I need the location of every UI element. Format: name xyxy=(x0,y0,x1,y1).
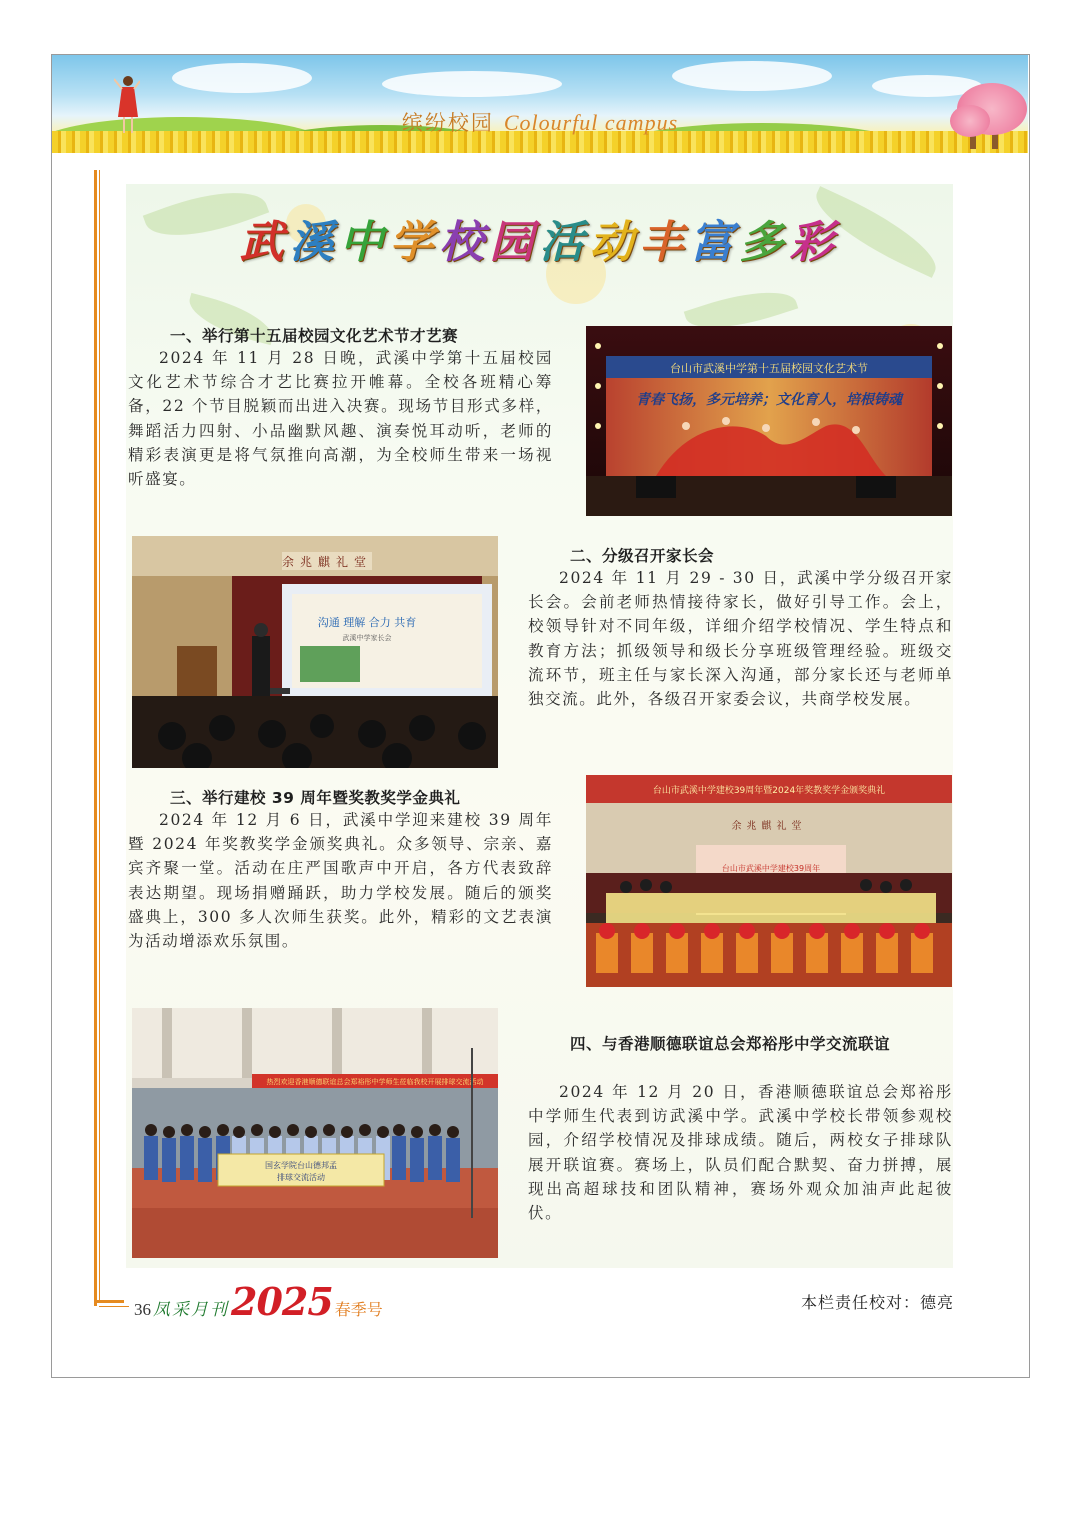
rule-foot-thin xyxy=(99,1306,129,1307)
article-title xyxy=(126,213,953,273)
section-2-heading: 二、分级召开家长会 xyxy=(570,547,715,565)
ceremony-banner-text: 台山市武溪中学建校39周年暨2024年奖教奖学金颁奖典礼 xyxy=(652,786,886,796)
issue-year: 2025 xyxy=(231,1279,333,1324)
footer-masthead xyxy=(134,1279,383,1324)
section-3-heading: 三、举行建校 39 周年暨奖教奖学金典礼 xyxy=(170,789,461,807)
gym-banner-text: 热烈欢迎香港顺德联谊总会郑裕彤中学师生莅临我校开展排球交流活动 xyxy=(266,1078,484,1086)
section-4-body: 2024 年 12 月 20 日，香港顺德联谊总会郑裕彤中学师生代表到访武溪中学。武溪中学校长带领参观校园，介绍学校情况及排球成绩。随后，两校女子排球队展开联谊赛。赛场上，队员们配合默契、奋力拼搏，展现出高超球技和团队精神，赛场外观众加油声此起彼伏。 xyxy=(528,1083,953,1223)
header-banner xyxy=(52,55,1028,153)
stage-banner-text: 台山市武溪中学第十五届校园文化艺术节 xyxy=(670,362,868,375)
screen-sub-text: 武溪中学家长会 xyxy=(342,634,392,642)
stage-slogan-text: 青春飞扬，多元培养；文化育人，培根铸魂 xyxy=(636,392,902,408)
hall-sign-text: 余兆麒礼堂 xyxy=(281,555,373,569)
title-char: 丰 xyxy=(639,217,690,268)
section-1-body: 2024 年 11 月 28 日晚，武溪中学第十五届校园文化艺术节综合才艺比赛拉开帷幕。全校各班精心筹备，22 个节目脱颖而出进入决赛。现场节目形式多样，舞蹈活力四射、小品幽默风趣、演奏悦耳动听，老师的精彩表演更是将气氛推向高潮，为全校师生带来一场视听盛宴。 xyxy=(128,349,553,489)
section-1-heading: 一、举行第十五届校园文化艺术节才艺赛 xyxy=(170,327,459,345)
ceremony-screen-text: 台山市武溪中学建校39周年 xyxy=(721,864,821,873)
title-char: 溪 xyxy=(289,217,340,268)
section-2-body: 2024 年 11 月 29 - 30 日，武溪中学分级召开家长会。会前老师热情接待家长，做好引导工作。会上，校领导针对不同年级，详细介绍学校情况、学生特点和教育方法；抓级领导和级长分享班级管理经验。班级交流环节，班主任与家长深入沟通，部分家长还与老师单独交流。此外，各级召开家委会议，共商学校发展。 xyxy=(528,569,953,709)
photo-parent-meeting xyxy=(132,536,498,768)
banner-title-cn: 缤纷校园 xyxy=(401,111,494,135)
magazine-name: 凤采月刊 xyxy=(153,1300,229,1320)
title-char: 园 xyxy=(489,217,540,268)
team-banner-line2: 排球交流活动 xyxy=(277,1173,325,1182)
issue-season: 春季号 xyxy=(334,1300,383,1319)
ceremony-hall-sign: 余兆麒礼堂 xyxy=(731,821,807,832)
title-char: 富 xyxy=(689,217,740,268)
title-char: 动 xyxy=(589,217,640,268)
left-rule xyxy=(94,170,97,1306)
title-char: 中 xyxy=(339,217,390,268)
title-char: 活 xyxy=(539,217,590,268)
title-char: 武 xyxy=(239,217,290,268)
section-banner-title xyxy=(52,107,1028,137)
title-char: 校 xyxy=(439,217,490,268)
title-char: 多 xyxy=(739,217,790,268)
left-rule-thin xyxy=(99,170,100,1300)
title-char: 彩 xyxy=(789,217,840,268)
page-number: 36 xyxy=(134,1300,151,1319)
photo-volleyball-exchange xyxy=(132,1008,498,1258)
proofreader-credit: 本栏责任校对：德亮 xyxy=(800,1293,954,1312)
banner-title-en: Colourful campus xyxy=(503,110,679,135)
screen-slogan-text: 沟通 理解 合力 共育 xyxy=(317,616,417,629)
section-4-heading: 四、与香港顺德联谊总会郑裕彤中学交流联谊 xyxy=(570,1035,891,1053)
title-char: 学 xyxy=(389,217,440,268)
section-3-body: 2024 年 12 月 6 日，武溪中学迎来建校 39 周年暨 2024 年奖教奖学金颁奖典礼。众多领导、宗亲、嘉宾齐聚一堂。活动在庄严国歌声中开启，各方代表致辞表达期望。现场捐赠踊跃，助力学校发展。随后的颁奖盛典上，300 多人次师生获奖。此外，精彩的文艺表演为活动增添欢乐氛围。 xyxy=(128,811,553,951)
photo-art-festival xyxy=(586,326,952,516)
rule-foot xyxy=(94,1300,124,1303)
photo-award-ceremony xyxy=(586,775,952,987)
team-banner-line1: 国玄学院台山德邦孟 xyxy=(265,1161,337,1170)
